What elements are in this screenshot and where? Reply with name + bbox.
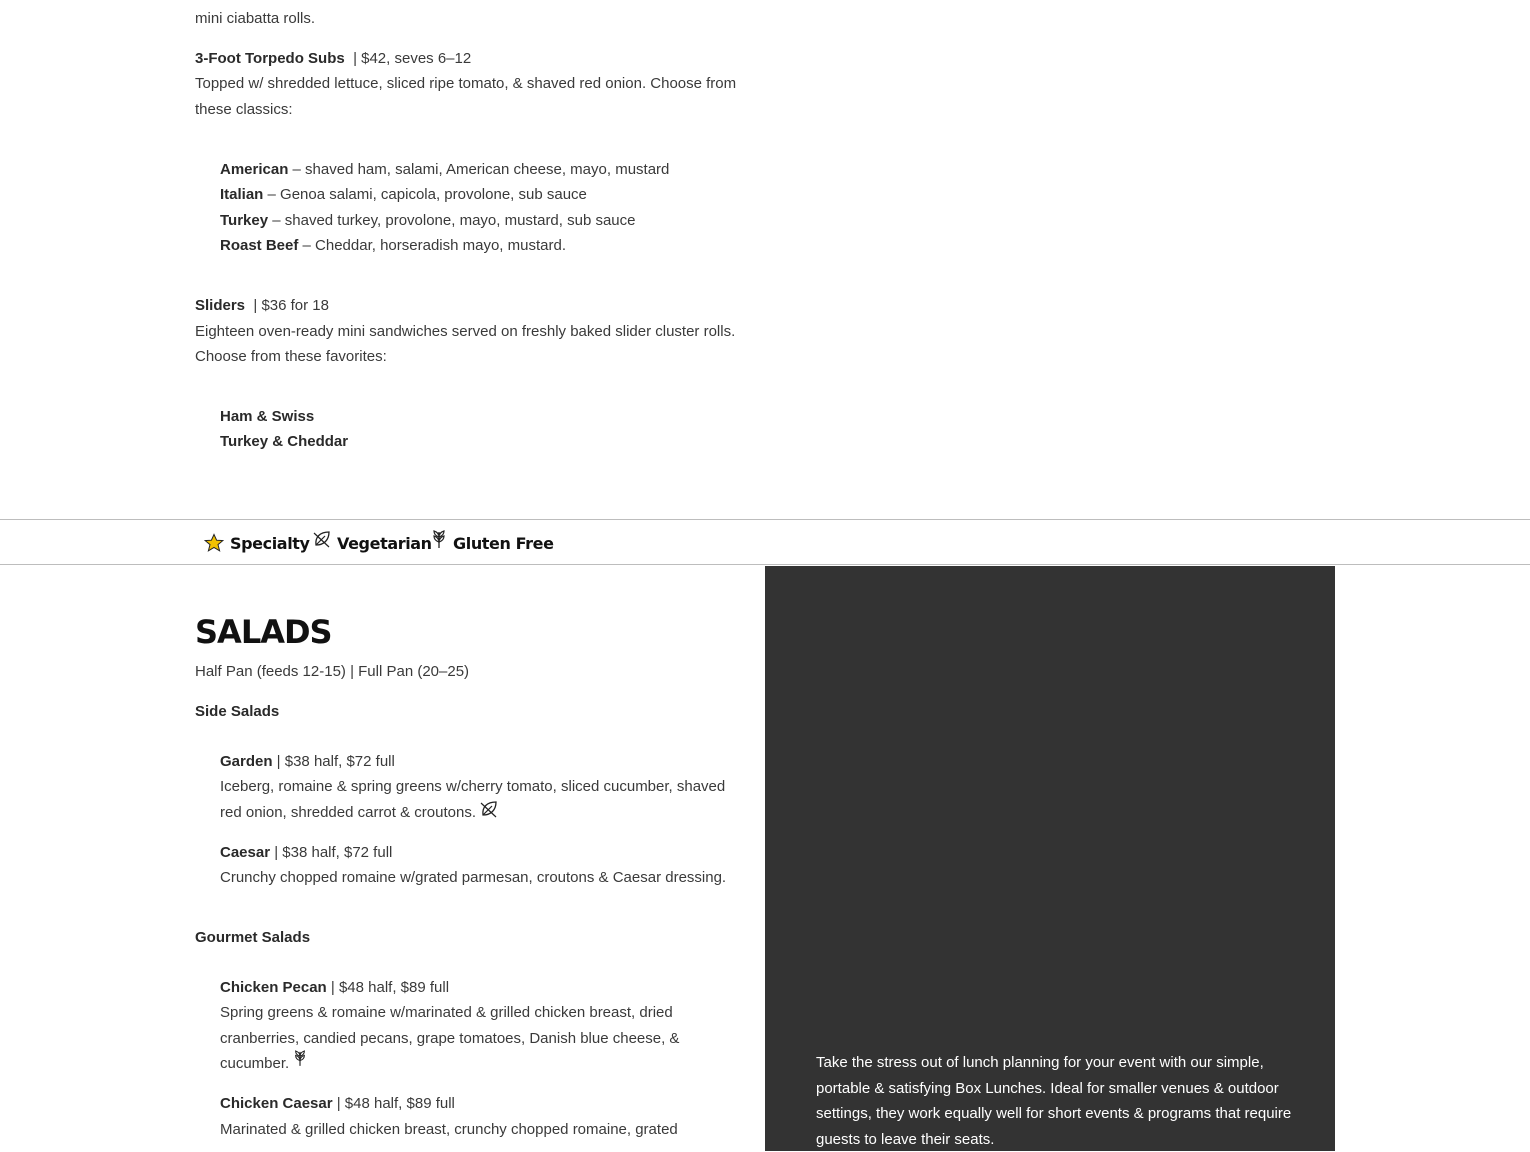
chicken-pecan-desc-3-line <box>220 1051 307 1076</box>
legend-gluten-free-label: Gluten Free <box>453 533 554 553</box>
torpedo-price: | $42, seves 6–12 <box>353 50 472 67</box>
chicken-caesar-title-line <box>220 1091 455 1116</box>
wheat-icon <box>293 1049 307 1067</box>
dietary-legend-bar <box>0 519 1530 565</box>
sliders-desc-2: Choose from these favorites: <box>195 348 387 365</box>
caesar-title-line <box>220 840 392 865</box>
legend-vegetarian <box>313 530 432 556</box>
chicken-pecan-desc-1: Spring greens & romaine w/marinated & grilled chicken breast, dried <box>220 1004 673 1021</box>
leaf-icon <box>480 800 498 818</box>
option-detail: – Cheddar, horseradish mayo, mustard. <box>298 237 566 254</box>
box-lunch-description: Take the stress out of lunch planning for your event with our simple, portable & satisfying Box Lunches. Ideal for smaller venues & outdoor settings, they work equally well for short events & programs that require guests to leave their seats. <box>816 1054 1292 1148</box>
option-name: American <box>220 161 289 178</box>
torpedo-desc-2: these classics: <box>195 101 293 118</box>
option-name: Turkey <box>220 212 269 229</box>
star-icon <box>204 533 224 553</box>
garden-name: Garden <box>220 753 273 770</box>
sliders-option-turkey-cheddar: Turkey & Cheddar <box>220 433 349 450</box>
chicken-pecan-desc-3: cucumber. <box>220 1055 290 1072</box>
garden-desc-2-line <box>220 800 498 825</box>
torpedo-name: 3-Foot Torpedo Subs <box>195 50 345 67</box>
chicken-caesar-desc-1: Marinated & grilled chicken breast, crunchy chopped romaine, grated <box>220 1121 678 1138</box>
legend-gluten-free <box>431 530 554 556</box>
legend-specialty-label: Specialty <box>230 533 310 553</box>
caesar-name: Caesar <box>220 844 271 861</box>
garden-desc-1: Iceberg, romaine & spring greens w/cherry tomato, sliced cucumber, shaved <box>220 778 726 795</box>
chicken-pecan-title-line <box>220 975 449 1000</box>
salads-heading: SALADS <box>195 613 332 651</box>
chicken-caesar-price: | $48 half, $89 full <box>332 1095 455 1112</box>
wheat-icon <box>431 529 447 549</box>
leaf-icon <box>313 530 331 548</box>
torpedo-option-italian <box>220 182 587 207</box>
torpedo-title-line <box>195 46 471 71</box>
chicken-pecan-price: | $48 half, $89 full <box>326 979 450 996</box>
legend-vegetarian-label: Vegetarian <box>337 533 432 553</box>
garden-desc-2: red onion, shredded carrot & croutons. <box>220 804 476 821</box>
garden-price: | $38 half, $72 full <box>272 753 395 770</box>
chicken-pecan-name: Chicken Pecan <box>220 979 327 996</box>
option-name: Roast Beef <box>220 237 299 254</box>
torpedo-option-roast-beef <box>220 233 566 258</box>
salads-sizes: Half Pan (feeds 12-15) | Full Pan (20–25) <box>195 663 470 680</box>
sliders-name: Sliders <box>195 297 246 314</box>
torpedo-desc-1: Topped w/ shredded lettuce, sliced ripe tomato, & shaved red onion. Choose from <box>195 75 737 92</box>
sliders-price: | $36 for 18 <box>253 297 329 314</box>
side-salads-heading: Side Salads <box>195 703 280 720</box>
sliders-title-line <box>195 293 329 318</box>
caesar-desc-1: Crunchy chopped romaine w/grated parmesan, croutons & Caesar dressing. <box>220 869 727 886</box>
chicken-caesar-name: Chicken Caesar <box>220 1095 333 1112</box>
torpedo-option-turkey <box>220 208 636 233</box>
option-detail: – shaved turkey, provolone, mayo, mustard, sub sauce <box>268 212 636 229</box>
option-detail: – Genoa salami, capicola, provolone, sub sauce <box>263 186 587 203</box>
option-name: Italian <box>220 186 264 203</box>
legend-specialty <box>204 530 310 556</box>
option-detail: – shaved ham, salami, American cheese, mayo, mustard <box>288 161 670 178</box>
garden-title-line <box>220 749 395 774</box>
ciabatta-desc-tail: mini ciabatta rolls. <box>195 10 316 27</box>
chicken-pecan-desc-2: cranberries, candied pecans, grape tomatoes, Danish blue cheese, & <box>220 1030 680 1047</box>
sliders-option-ham-swiss: Ham & Swiss <box>220 408 315 425</box>
torpedo-option-american <box>220 157 669 182</box>
sliders-desc-1: Eighteen oven-ready mini sandwiches served on freshly baked slider cluster rolls. <box>195 323 736 340</box>
caesar-price: | $38 half, $72 full <box>270 844 393 861</box>
gourmet-salads-heading: Gourmet Salads <box>195 929 311 946</box>
